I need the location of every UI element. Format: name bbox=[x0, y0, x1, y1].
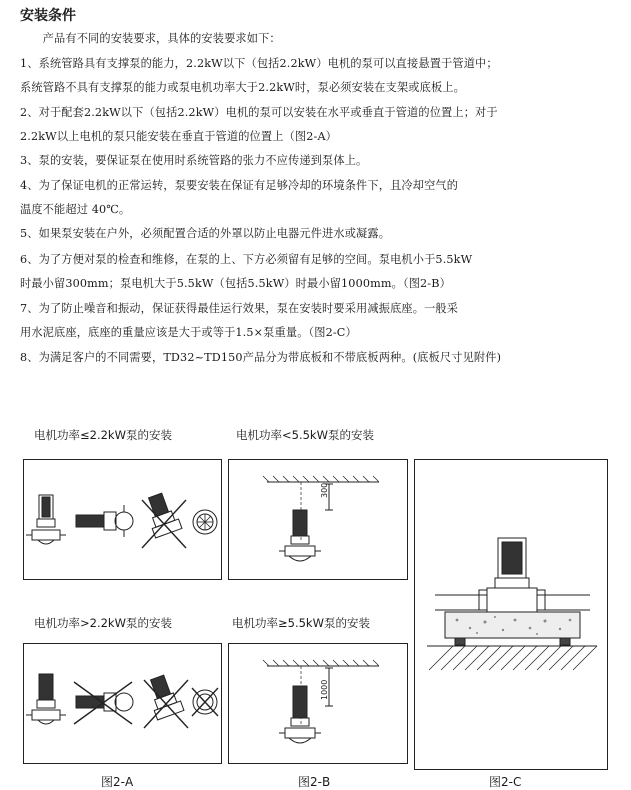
caption-power-le-2-2kw: 电机功率≤2.2kW泵的安装 bbox=[34, 428, 172, 442]
paragraph-line: 2、对于配套2.2kW以下（包括2.2kW）电机的泵可以安装在水平或垂直于管道的位置上；对于 bbox=[20, 106, 498, 119]
paragraph-intro: 产品有不同的安装要求，具体的安装要求如下： bbox=[20, 32, 281, 45]
clearance-300-drawing bbox=[229, 460, 409, 581]
figure-label-2b: 图2-B bbox=[298, 775, 331, 789]
figure-c-panel bbox=[414, 459, 608, 770]
paragraph-line: 8、为满足客户的不同需要，TD32~TD150产品分为带底板和不带底板两种。(底板尺寸见附件) bbox=[20, 351, 502, 364]
caption-power-ge-5-5kw: 电机功率≥5.5kW泵的安装 bbox=[232, 616, 370, 630]
paragraph-line: 4、为了保证电机的正常运转，泵要安装在保证有足够冷却的环境条件下，且冷却空气的 bbox=[20, 179, 459, 192]
figure-b-top-panel bbox=[228, 459, 408, 580]
paragraph-line: 系统管路不具有支撑泵的能力或泵电机功率大于2.2kW时，泵必须安装在支架或底板上。 bbox=[20, 81, 465, 94]
figure-a-top-panel bbox=[23, 459, 222, 580]
paragraph-line: 7、为了防止噪音和振动，保证获得最佳运行效果，泵在安装时要采用减振底座。一般采 bbox=[20, 302, 459, 315]
base-mounting-drawing bbox=[415, 460, 609, 771]
pump-orientations-drawing bbox=[24, 460, 223, 581]
clearance-1000-drawing bbox=[229, 644, 409, 765]
figure-label-2c: 图2-C bbox=[489, 775, 522, 789]
paragraph-line: 温度不能超过 40℃。 bbox=[20, 203, 131, 216]
paragraph-line: 5、如果泵安装在户外，必须配置合适的外罩以防止电器元件进水或凝露。 bbox=[20, 227, 391, 240]
section-title: 安装条件 bbox=[20, 8, 76, 24]
pump-orientations-restricted-drawing bbox=[24, 644, 223, 765]
paragraph-line: 用水泥底座，底座的重量应该是大于或等于1.5×泵重量。（图2-C） bbox=[20, 326, 357, 339]
paragraph-line: 2.2kW以上电机的泵只能安装在垂直于管道的位置上（图2-A） bbox=[20, 130, 338, 143]
figure-b-bottom-panel bbox=[228, 643, 408, 764]
paragraph-line: 1、系统管路具有支撑泵的能力，2.2kW以下（包括2.2kW）电机的泵可以直接悬置于管道中； bbox=[20, 57, 498, 70]
caption-power-gt-2-2kw: 电机功率>2.2kW泵的安装 bbox=[34, 616, 172, 630]
paragraph-line: 3、泵的安装，要保证泵在使用时系统管路的张力不应传递到泵体上。 bbox=[20, 154, 368, 167]
dimension-300: 300 bbox=[320, 482, 329, 498]
caption-power-lt-5-5kw: 电机功率<5.5kW泵的安装 bbox=[236, 428, 374, 442]
dimension-1000: 1000 bbox=[320, 679, 329, 700]
figure-label-2a: 图2-A bbox=[101, 775, 134, 789]
paragraph-line: 6、为了方便对泵的检查和维修，在泵的上、下方必须留有足够的空间。泵电机小于5.5kW bbox=[20, 253, 473, 266]
paragraph-line: 时最小留300mm；泵电机大于5.5kW（包括5.5kW）时最小留1000mm。（图2-B） bbox=[20, 277, 451, 290]
figure-a-bottom-panel bbox=[23, 643, 222, 764]
